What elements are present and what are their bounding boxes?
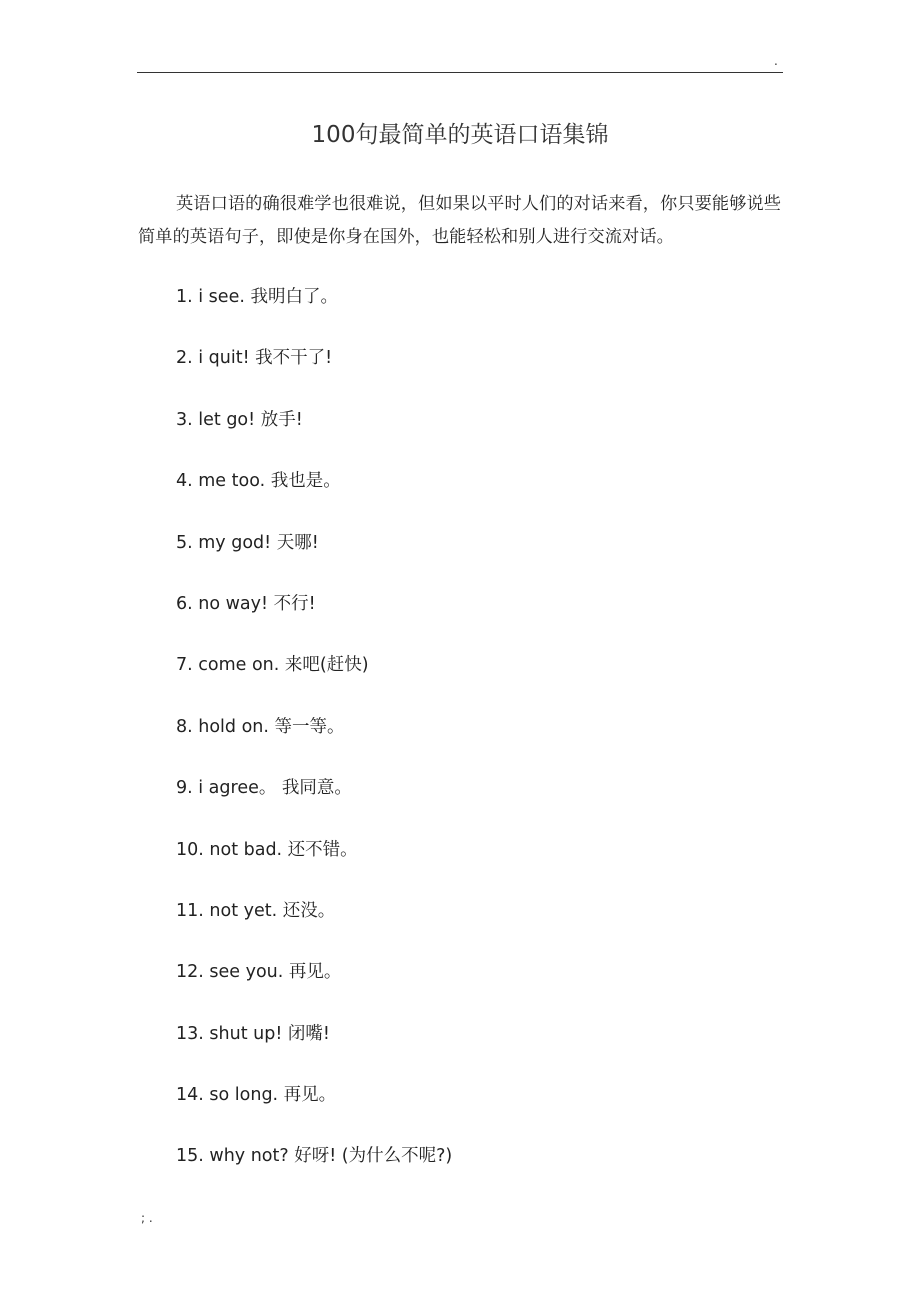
list-item: 4. me too. 我也是。 <box>176 471 341 492</box>
list-item: 8. hold on. 等一等。 <box>176 716 345 737</box>
list-item: 11. not yet. 还没。 <box>176 900 336 921</box>
list-item: 2. i quit! 我不干了! <box>176 348 333 369</box>
list-item: 15. why not? 好呀! (为什么不呢?) <box>176 1146 453 1167</box>
list-item: 3. let go! 放手! <box>176 409 303 430</box>
intro-paragraph: 英语口语的确很难学也很难说，但如果以平时人们的对话来看，你只要能够说些简单的英语句子，即使是你身在国外，也能轻松和别人进行交流对话。 <box>138 194 782 247</box>
header-corner-mark: . <box>774 54 778 68</box>
list-item: 9. i agree。 我同意。 <box>176 778 352 799</box>
list-item: 5. my god! 天哪! <box>176 532 319 553</box>
list-item: 13. shut up! 闭嘴! <box>176 1023 330 1044</box>
footer-corner-mark: ; . <box>141 1211 153 1225</box>
list-item: 1. i see. 我明白了。 <box>176 287 338 307</box>
list-item: 6. no way! 不行! <box>176 593 316 614</box>
list-item: 14. so long. 再见。 <box>176 1085 337 1106</box>
document-title: 100句最简单的英语口语集锦 <box>311 122 609 148</box>
header-rule <box>137 72 783 73</box>
phrase-list <box>176 283 452 1204</box>
list-item: 7. come on. 来吧(赶快) <box>176 655 369 676</box>
list-item: 12. see you. 再见。 <box>176 962 342 983</box>
list-item: 10. not bad. 还不错。 <box>176 839 358 860</box>
